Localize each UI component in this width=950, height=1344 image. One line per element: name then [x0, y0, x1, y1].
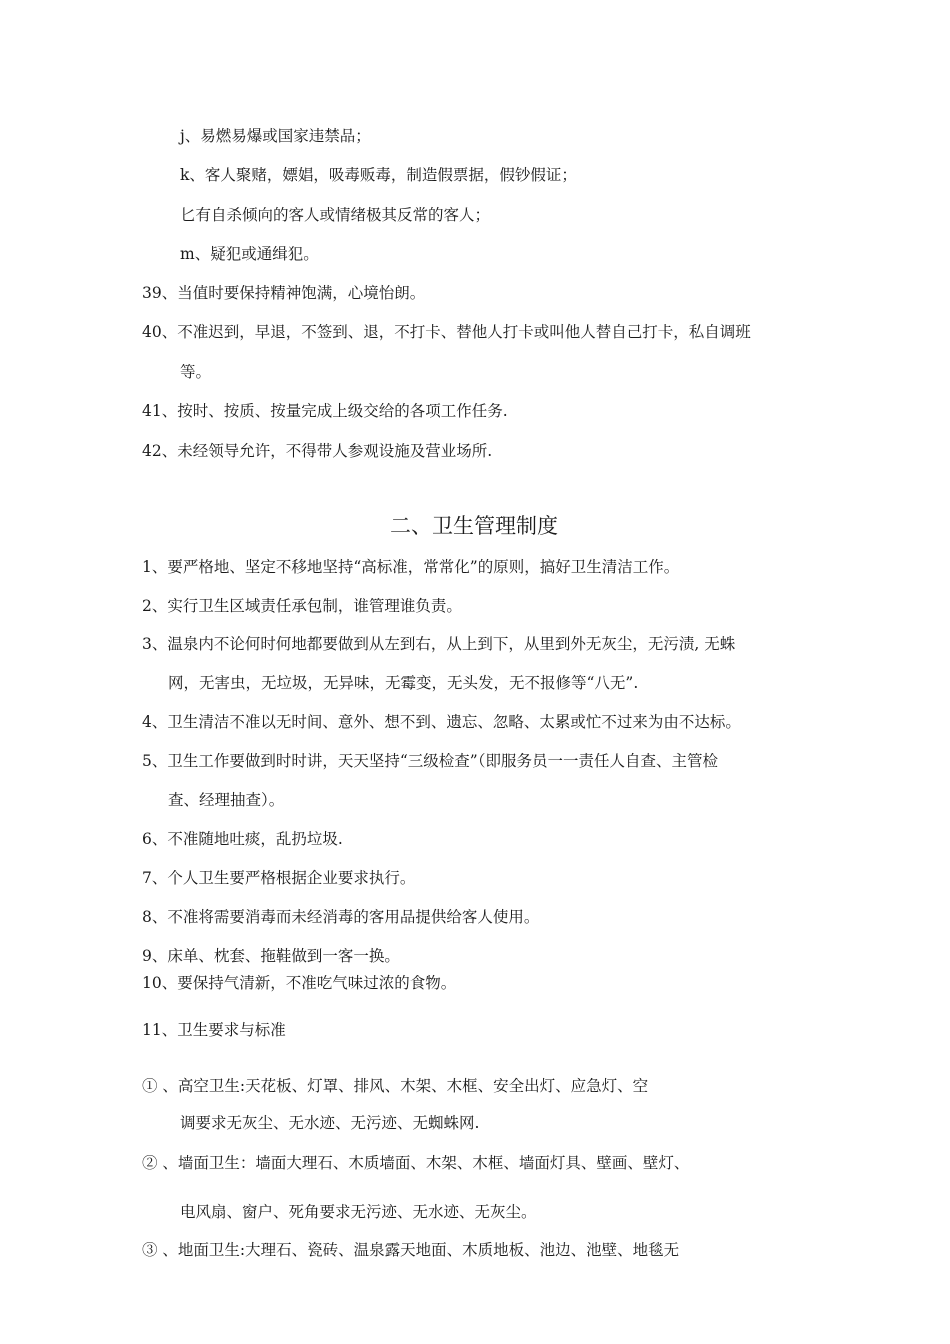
list-item: 10、要保持气清新，不准吃气味过浓的食物。	[142, 974, 457, 992]
list-item-continuation: 等。	[180, 363, 212, 381]
list-item-continuation: 网，无害虫，无垃圾，无异味，无霉变，无头发，无不报修等“八无”.	[168, 674, 639, 692]
list-item: 1、要严格地、坚定不移地坚持“高标准，常常化”的原则，搞好卫生清洁工作。	[142, 558, 680, 576]
list-item: j、易燃易爆或国家违禁品；	[180, 127, 371, 145]
list-item: 39、当值时要保持精神饱满，心境怡朗。	[142, 284, 426, 302]
list-item: 匕有自杀倾向的客人或情绪极其反常的客人；	[180, 206, 491, 224]
list-item: 41、按时、按质、按量完成上级交给的各项工作任务.	[142, 402, 508, 420]
list-item: m、疑犯或通缉犯。	[180, 245, 319, 263]
list-item: 4、卫生清洁不准以无时间、意外、想不到、遗忘、忽略、太累或忙不过来为由不达标。	[142, 713, 741, 731]
list-item: k、客人聚赌，嫖娼，吸毒贩毒，制造假票据，假钞假证；	[180, 166, 577, 184]
section-title: 二、卫生管理制度	[390, 514, 558, 538]
sub-item-continuation: 电风扇、窗户、死角要求无污迹、无水迹、无灰尘。	[180, 1203, 537, 1221]
list-item: 7、个人卫生要严格根据企业要求执行。	[142, 869, 416, 887]
list-item-continuation: 查、经理抽查）。	[168, 791, 285, 809]
list-item: 11、卫生要求与标准	[142, 1021, 286, 1039]
sub-item: ① 、高空卫生:天花板、灯罩、排风、木架、木框、安全出灯、应急灯、空	[142, 1077, 649, 1095]
list-item: 8、不准将需要消毒而未经消毒的客用品提供给客人使用。	[142, 908, 540, 926]
list-item: 40、不准迟到，早退，不签到、退，不打卡、替他人打卡或叫他人替自己打卡，私自调班	[142, 323, 751, 341]
list-item: 3、温泉内不论何时何地都要做到从左到右，从上到下，从里到外无灰尘，无污渍, 无蛛	[142, 635, 736, 653]
list-item: 9、床单、枕套、拖鞋做到一客一换。	[142, 947, 400, 965]
list-item: 6、不准随地吐痰，乱扔垃圾.	[142, 830, 343, 848]
list-item: 5、卫生工作要做到时时讲，天天坚持“三级检查”（即服务员一一责任人自查、主管检	[142, 752, 718, 770]
list-item: 2、实行卫生区域责任承包制，谁管理谁负责。	[142, 597, 462, 615]
list-item: 42、未经领导允许，不得带人参观设施及营业场所.	[142, 442, 493, 460]
sub-item: ② 、墙面卫生：墙面大理石、木质墙面、木架、木框、墙面灯具、壁画、壁灯、	[142, 1154, 690, 1172]
sub-item: ③ 、地面卫生:大理石、瓷砖、温泉露天地面、木质地板、池边、池壁、地毯无	[142, 1241, 680, 1259]
sub-item-continuation: 调要求无灰尘、无水迹、无污迹、无蜘蛛网.	[180, 1114, 480, 1132]
